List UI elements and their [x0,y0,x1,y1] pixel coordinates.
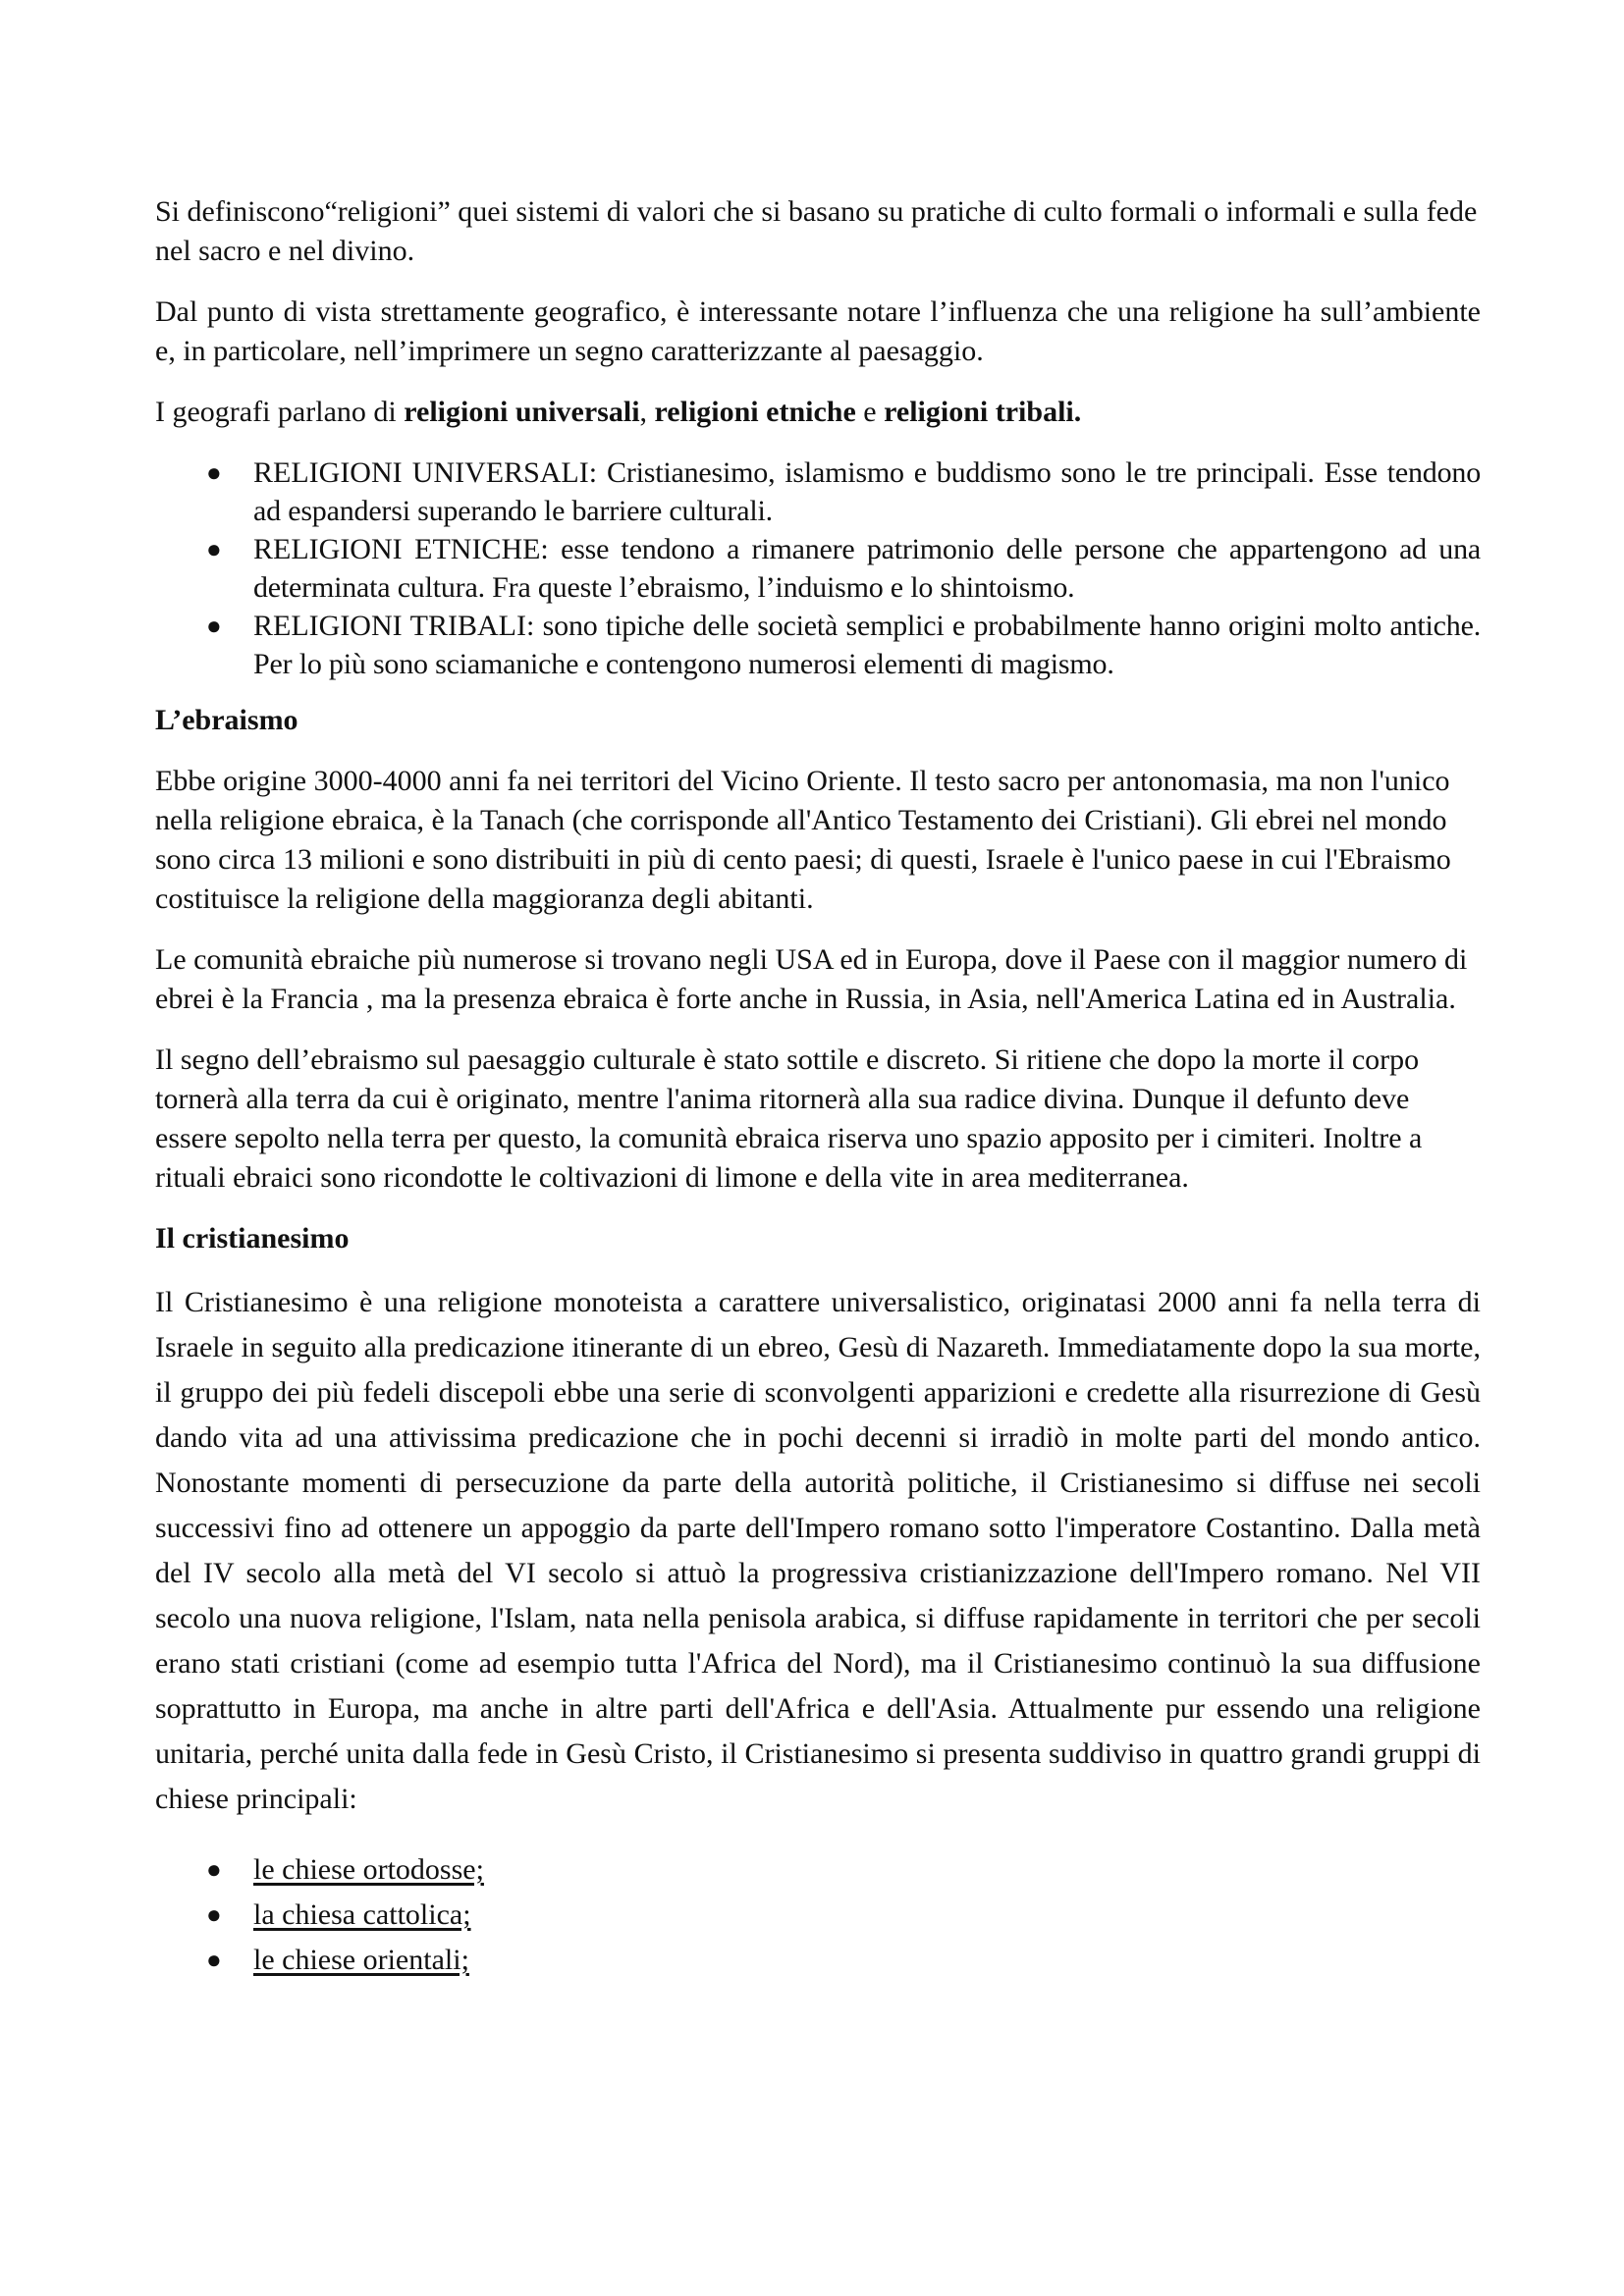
church-group-label: la chiesa cattolica; [253,1898,471,1931]
intro-paragraph-3 [155,393,1481,432]
list-item-chiesa-cattolica [155,1893,1481,1938]
ebraismo-paragraph-3: Il segno dell’ebraismo sul paesaggio culturale è stato sottile e discreto. Si ritiene che dopo la morte il corpo tornerà alla terra da cui è originato, mentre l'anima ritornerà alla sua radice divina. Dunque il defunto deve essere sepolto nella terra per questo, la comunità ebraica riserva uno spazio apposito per i cimiteri. Inoltre a rituali ebraici sono ricondotte le coltivazioni di limone e della vite in area mediterranea. [155,1043,1423,1194]
list-item-religioni-etniche [155,530,1481,607]
religion-types-list [155,454,1481,683]
list-item-religioni-universali [155,454,1481,530]
bullet-icon: ● [206,535,222,563]
term-religioni-universali: religioni universali [404,396,640,428]
heading-ebraismo: L’ebraismo [155,704,298,736]
intro-p3-sep1: , [639,396,655,428]
bullet-icon: ● [206,1900,222,1929]
type-text: Cristianesimo, islamismo e buddismo sono le tre principali. Esse tendono ad espandersi superando le barriere culturali. [253,456,1481,527]
intro-p3-sep2: e [855,396,885,428]
bullet-icon: ● [206,612,222,640]
type-text: esse tendono a rimanere patrimonio delle persone che appartengono ad una determinata cultura. Fra queste l’ebraismo, l’induismo e lo shintoismo. [253,533,1481,604]
intro-paragraph-2: Dal punto di vista strettamente geografico, è interessante notare l’influenza che una religione ha sull’ambiente e, in particolare, nell’imprimere un segno caratterizzante al paesaggio. [155,295,1481,367]
list-item-chiese-orientali [155,1938,1481,1983]
church-group-label: le chiese orientali; [253,1944,469,1976]
type-label: RELIGIONI ETNICHE: [253,533,549,565]
type-label: RELIGIONI UNIVERSALI: [253,456,598,489]
bullet-icon: ● [206,1946,222,1974]
list-item-religioni-tribali [155,607,1481,683]
type-label: RELIGIONI TRIBALI: [253,610,535,642]
type-text: sono tipiche delle società semplici e probabilmente hanno origini molto antiche. Per lo più sono sciamaniche e contengono numerosi elementi di magismo. [253,610,1482,680]
intro-p3-prefix: I geografi parlano di [155,396,405,428]
heading-cristianesimo: Il cristianesimo [155,1222,350,1255]
term-religioni-etniche: religioni etniche [654,396,856,428]
intro-paragraph-1: Si definiscono“religioni” quei sistemi di valori che si basano su pratiche di culto formali o informali e sulla fede nel sacro e nel divino. [155,195,1478,267]
ebraismo-paragraph-1: Ebbe origine 3000-4000 anni fa nei territori del Vicino Oriente. Il testo sacro per antonomasia, ma non l'unico nella religione ebraica, è la Tanach (che corrisponde all'Antico Testamento dei Cristiani). Gli ebrei nel mondo sono circa 13 milioni e sono distribuiti in più di cento paesi; di questi, Israele è l'unico paese in cui l'Ebraismo costituisce la religione della maggioranza degli abitanti. [155,765,1451,915]
list-item-chiese-ortodosse [155,1847,1481,1893]
document-page [155,192,1481,2001]
cristianesimo-paragraph: Il Cristianesimo è una religione monoteista a carattere universalistico, originatasi 2000 anni fa nella terra di Israele in seguito alla predicazione itinerante di un ebreo, Gesù di Nazareth. Immediatamente dopo la sua morte, il gruppo dei più fedeli discepoli ebbe una serie di sconvolgenti apparizioni e credette alla risurrezione di Gesù dando vita ad una attivissima predicazione che in pochi decenni si irradiò in molte parti del mondo antico. Nonostante momenti di persecuzione da parte della autorità politiche, il Cristianesimo si diffuse nei secoli successivi fino ad ottenere un appoggio da parte dell'Impero romano sotto l'imperatore Costantino. Dalla metà del IV secolo alla metà del VI secolo si attuò la progressiva cristianizzazione dell'Impero romano. Nel VII secolo una nuova religione, l'Islam, nata nella penisola arabica, si diffuse rapidamente in territori che per secoli erano stati cristiani (come ad esempio tutta l'Africa del Nord), ma il Cristianesimo continuò la sua diffusione soprattutto in Europa, ma anche in altre parti dell'Africa e dell'Asia. Attualmente pur essendo una religione unitaria, perché unita dalla fede in Gesù Cristo, il Cristianesimo si presenta suddiviso in quattro grandi gruppi di chiese principali: [155,1286,1481,1815]
term-religioni-tribali: religioni tribali. [884,396,1082,428]
church-groups-list [155,1847,1481,1983]
bullet-icon: ● [206,1855,222,1884]
bullet-icon: ● [206,458,222,487]
ebraismo-paragraph-2: Le comunità ebraiche più numerose si trovano negli USA ed in Europa, dove il Paese con il maggior numero di ebrei è la Francia , ma la presenza ebraica è forte anche in Russia, in Asia, nell'America Latina ed in Australia. [155,943,1468,1015]
church-group-label: le chiese ortodosse; [253,1853,484,1886]
